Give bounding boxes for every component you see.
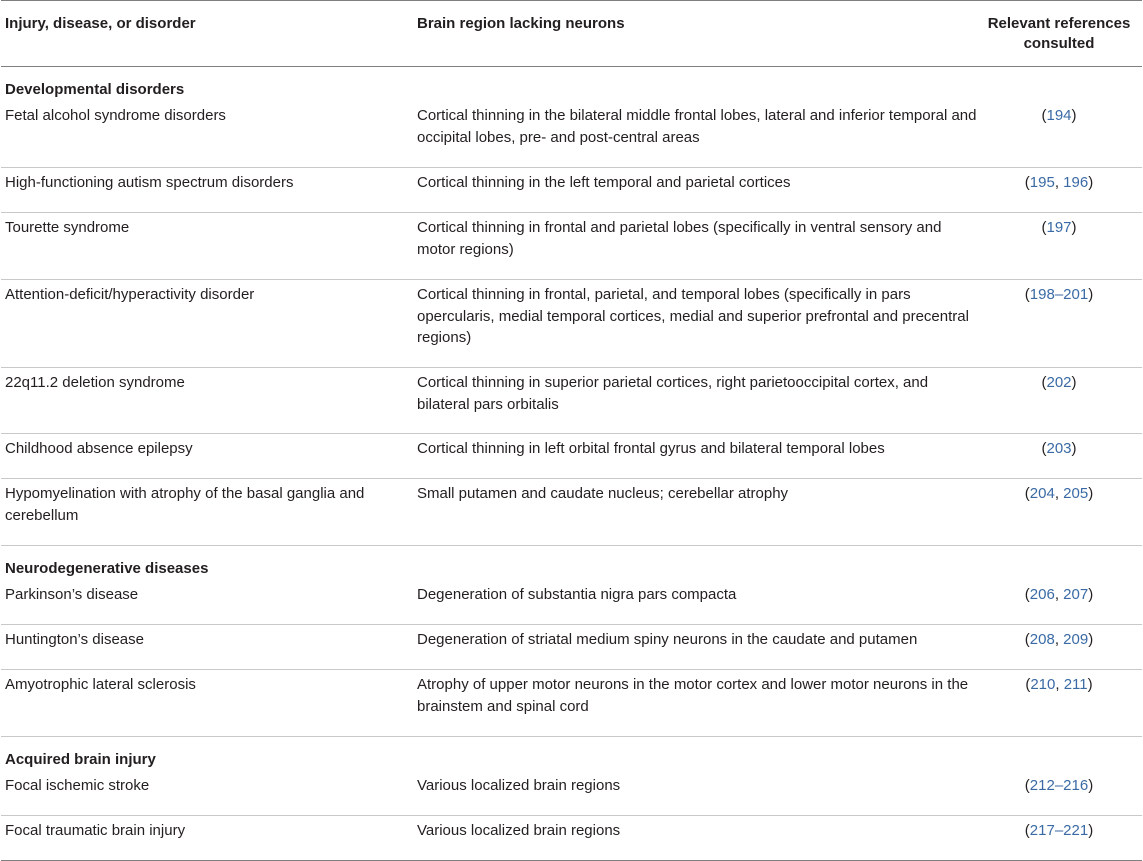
reference-link[interactable]: 205 [1063, 485, 1089, 502]
condition-cell: Parkinson’s disease [5, 586, 139, 603]
reference-link[interactable]: 198–201 [1029, 286, 1089, 303]
condition-cell: 22q11.2 deletion syndrome [5, 374, 185, 391]
references-cell: (202) [1041, 374, 1077, 391]
region-cell: Cortical thinning in the left temporal and parietal cortices [417, 174, 791, 191]
region-cell: Small putamen and caudate nucleus; cerebellar atrophy [417, 485, 789, 502]
region-cell: Cortical thinning in frontal, parietal, and temporal lobes (specifically in pars opercularis, medial temporal cortices, medial and superior prefrontal and precentral regions) [417, 286, 969, 346]
reference-link[interactable]: 211 [1063, 676, 1088, 693]
table-row [1, 168, 1142, 213]
references-table [1, 0, 1142, 861]
table-header [1, 0, 1142, 67]
table-row [1, 580, 1142, 625]
reference-link[interactable]: 212–216 [1029, 777, 1089, 794]
reference-link[interactable]: 194 [1046, 107, 1072, 124]
table-row [1, 213, 1142, 280]
references-cell: (194) [1041, 107, 1077, 124]
references-cell: (203) [1041, 440, 1077, 457]
table-row [1, 101, 1142, 168]
reference-link[interactable]: 217–221 [1029, 822, 1089, 839]
reference-link[interactable]: 208 [1029, 631, 1055, 648]
reference-link[interactable]: 204 [1029, 485, 1055, 502]
table-row [1, 670, 1142, 737]
region-cell: Cortical thinning in left orbital frontal gyrus and bilateral temporal lobes [417, 440, 885, 457]
reference-link[interactable]: 197 [1046, 219, 1072, 236]
section-heading [1, 737, 1142, 771]
section-heading [1, 67, 1142, 101]
condition-cell: Huntington’s disease [5, 631, 144, 648]
reference-link[interactable]: 196 [1063, 174, 1089, 191]
section-title: Neurodegenerative diseases [5, 560, 209, 577]
condition-cell: High-functioning autism spectrum disorders [5, 174, 294, 191]
region-cell: Cortical thinning in the bilateral middle frontal lobes, lateral and inferior temporal and occipital lobes, pre- and post-central areas [417, 107, 977, 146]
condition-cell: Childhood absence epilepsy [5, 440, 193, 457]
condition-cell: Focal ischemic stroke [5, 777, 150, 794]
header-references-line2: consulted [1023, 35, 1095, 52]
condition-cell: Attention-deficit/hyperactivity disorder [5, 286, 255, 303]
condition-cell: Hypomyelination with atrophy of the basal ganglia and cerebellum [5, 485, 365, 524]
condition-cell: Fetal alcohol syndrome disorders [5, 107, 226, 124]
table-row [1, 771, 1142, 816]
reference-link[interactable]: 195 [1029, 174, 1055, 191]
table-row [1, 434, 1142, 479]
region-cell: Degeneration of substantia nigra pars compacta [417, 586, 737, 603]
region-cell: Cortical thinning in frontal and parietal lobes (specifically in ventral sensory and motor regions) [417, 219, 942, 258]
table-row [1, 479, 1142, 546]
section-title: Developmental disorders [5, 81, 185, 98]
section-heading [1, 546, 1142, 580]
header-references-line1: Relevant references [987, 15, 1131, 32]
region-cell: Degeneration of striatal medium spiny neurons in the caudate and putamen [417, 631, 918, 648]
table-row [1, 280, 1142, 368]
reference-link[interactable]: 209 [1063, 631, 1089, 648]
references-cell: (212–216) [1024, 777, 1094, 794]
table-row [1, 625, 1142, 670]
region-cell: Various localized brain regions [417, 822, 621, 839]
table-row [1, 816, 1142, 861]
condition-cell: Tourette syndrome [5, 219, 130, 236]
header-region: Brain region lacking neurons [417, 15, 625, 32]
region-cell: Various localized brain regions [417, 777, 621, 794]
section-title: Acquired brain injury [5, 751, 156, 768]
table-row [1, 368, 1142, 434]
region-cell: Cortical thinning in superior parietal cortices, right parietooccipital cortex, and bilateral pars orbitalis [417, 374, 929, 413]
table-body [1, 67, 1142, 861]
reference-link[interactable]: 210 [1030, 676, 1056, 693]
references-cell: (208, 209) [1024, 631, 1094, 648]
condition-cell: Amyotrophic lateral sclerosis [5, 676, 196, 693]
reference-link[interactable]: 203 [1046, 440, 1072, 457]
reference-link[interactable]: 207 [1063, 586, 1089, 603]
references-cell: (198–201) [1024, 286, 1094, 303]
references-cell: (204, 205) [1024, 485, 1094, 502]
condition-cell: Focal traumatic brain injury [5, 822, 186, 839]
references-cell: (197) [1041, 219, 1077, 236]
header-references [984, 14, 1134, 54]
references-cell: (206, 207) [1024, 586, 1094, 603]
references-cell: (210, 211) [1025, 676, 1093, 693]
references-cell: (217–221) [1024, 822, 1094, 839]
reference-link[interactable]: 206 [1029, 586, 1055, 603]
header-condition: Injury, disease, or disorder [5, 15, 196, 32]
region-cell: Atrophy of upper motor neurons in the motor cortex and lower motor neurons in the brainstem and spinal cord [417, 676, 969, 715]
references-cell: (195, 196) [1024, 174, 1094, 191]
reference-link[interactable]: 202 [1046, 374, 1072, 391]
